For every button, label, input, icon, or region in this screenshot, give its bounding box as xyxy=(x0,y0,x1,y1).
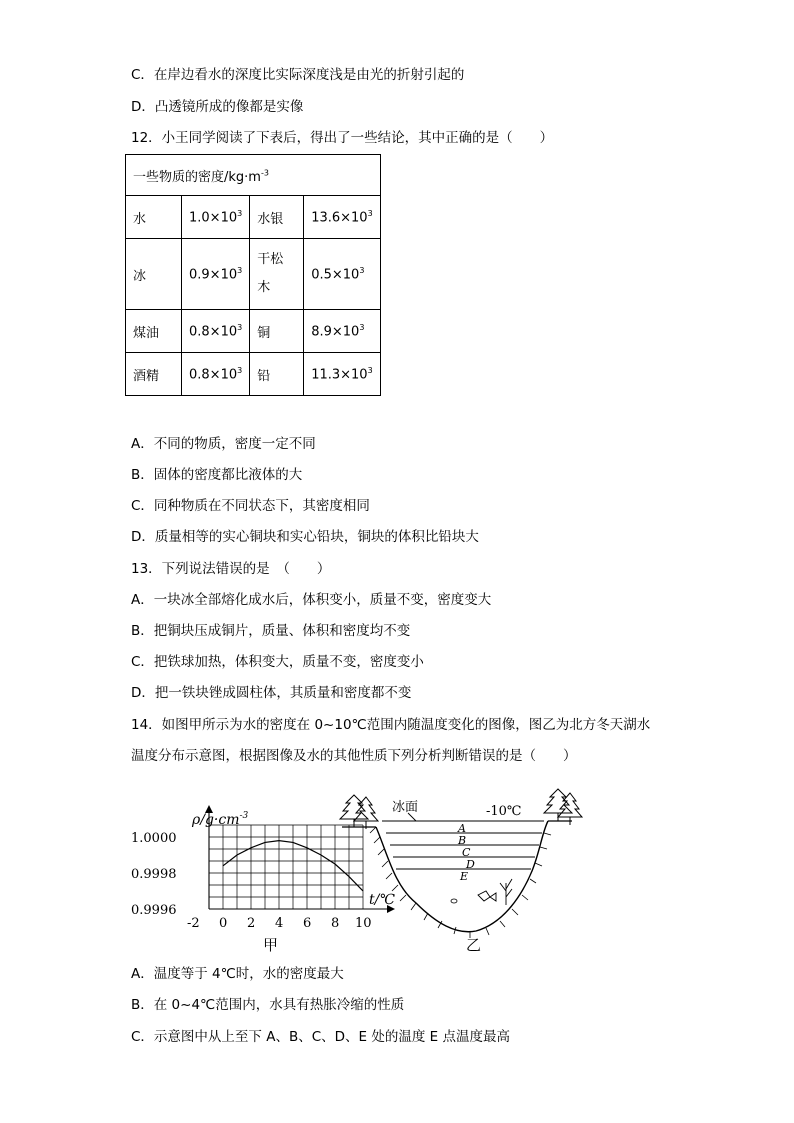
y-axis-label: $\rho/g\cdot cm^{-3}$ xyxy=(192,811,249,828)
q13-stem: 13．下列说法错误的是 （ ） xyxy=(131,561,331,577)
substance-name: 煤油 xyxy=(126,310,182,353)
layer-label-b: B xyxy=(458,834,467,847)
ice-surface-label: 冰面 xyxy=(392,800,419,815)
q14-stem-line1: 14．如图甲所示为水的密度在 0~10℃范围内随温度变化的图像，图乙为北方冬天湖水 xyxy=(131,717,651,733)
density-value: $13.6\times 10^3$ xyxy=(304,196,380,239)
density-value: $1.0\times 10^3$ xyxy=(182,196,250,239)
q13-option-d: D．把一铁块锉成圆柱体，其质量和密度都不变 xyxy=(131,685,412,701)
plant-icon xyxy=(500,879,512,905)
density-value: $0.8\times 10^3$ xyxy=(182,310,250,353)
q12-option-a: A．不同的物质，密度一定不同 xyxy=(131,436,316,452)
table-row xyxy=(126,239,381,310)
substance-name: 水银 xyxy=(250,196,304,239)
layer-label-e: E xyxy=(460,870,469,883)
q13-option-b: B．把铜块压成铜片，质量、体积和密度均不变 xyxy=(131,623,411,639)
x-tick-label: 2 xyxy=(247,916,256,931)
tree-icon xyxy=(544,789,582,825)
density-value: $0.8\times 10^3$ xyxy=(182,353,250,396)
substance-name: 冰 xyxy=(126,239,182,310)
q14-option-a: A．温度等于 4℃时，水的密度最大 xyxy=(131,966,344,982)
figure-b-label: 乙 xyxy=(466,936,482,954)
x-tick-label: 0 xyxy=(219,916,228,931)
q12-option-b: B．固体的密度都比液体的大 xyxy=(131,467,303,483)
substance-name: 酒精 xyxy=(126,353,182,396)
x-tick-label: -2 xyxy=(187,916,200,931)
q11-option-c: C．在岸边看水的深度比实际深度浅是由光的折射引起的 xyxy=(131,67,465,83)
q11-option-d: D．凸透镜所成的像都是实像 xyxy=(131,99,304,115)
y-tick-label: 0.9996 xyxy=(131,903,177,918)
x-tick-label: 6 xyxy=(303,916,312,931)
density-value: $8.9\times 10^3$ xyxy=(304,310,380,353)
q14-option-c: C．示意图中从上至下 A、B、C、D、E 处的温度 E 点温度最高 xyxy=(131,1029,510,1045)
density-value: $0.5\times 10^3$ xyxy=(304,239,380,310)
density-table-header: 一些物质的密度$/kg\cdot m^{-3}$ xyxy=(126,155,381,196)
table-row xyxy=(126,310,381,353)
y-tick-label: 1.0000 xyxy=(131,831,177,846)
x-tick-label: 8 xyxy=(331,916,340,931)
layer-label-a: A xyxy=(458,822,466,835)
layer-label-d: D xyxy=(466,858,475,871)
density-table xyxy=(125,154,381,396)
q13-option-c: C．把铁球加热，体积变大，质量不变，密度变小 xyxy=(131,654,424,670)
substance-name: 水 xyxy=(126,196,182,239)
layer-label-c: C xyxy=(462,846,471,859)
q13-option-a: A．一块冰全部熔化成水后，体积变小，质量不变，密度变大 xyxy=(131,592,492,608)
substance-name: 干松木 xyxy=(250,239,304,310)
table-row xyxy=(126,196,381,239)
q12-option-d: D．质量相等的实心铜块和实心铅块，铜块的体积比铅块大 xyxy=(131,529,479,545)
substance-name: 铅 xyxy=(250,353,304,396)
x-tick-label: 4 xyxy=(275,916,284,931)
tree-icon xyxy=(340,795,378,829)
q14-option-b: B．在 0~4℃范围内，水具有热胀冷缩的性质 xyxy=(131,997,405,1013)
lake-diagram xyxy=(336,775,576,955)
density-value: $11.3\times 10^3$ xyxy=(304,353,380,396)
y-tick-label: 0.9998 xyxy=(131,867,177,882)
fish-icon xyxy=(478,891,496,901)
substance-name: 铜 xyxy=(250,310,304,353)
density-value: $0.9\times 10^3$ xyxy=(182,239,250,310)
q14-stem-line2: 温度分布示意图，根据图像及水的其他性质下列分析判断错误的是（ ） xyxy=(131,748,577,764)
air-temp-label: -10℃ xyxy=(486,804,522,819)
q12-stem: 12．小王同学阅读了下表后，得出了一些结论，其中正确的是（ ） xyxy=(131,130,554,146)
stone-icon xyxy=(451,899,457,903)
x-tick-label: 10 xyxy=(355,916,372,931)
q12-option-c: C．同种物质在不同状态下，其密度相同 xyxy=(131,498,370,514)
x-axis-label: t/℃ xyxy=(369,892,396,908)
table-row xyxy=(126,353,381,396)
figure-a-label: 甲 xyxy=(263,936,279,954)
